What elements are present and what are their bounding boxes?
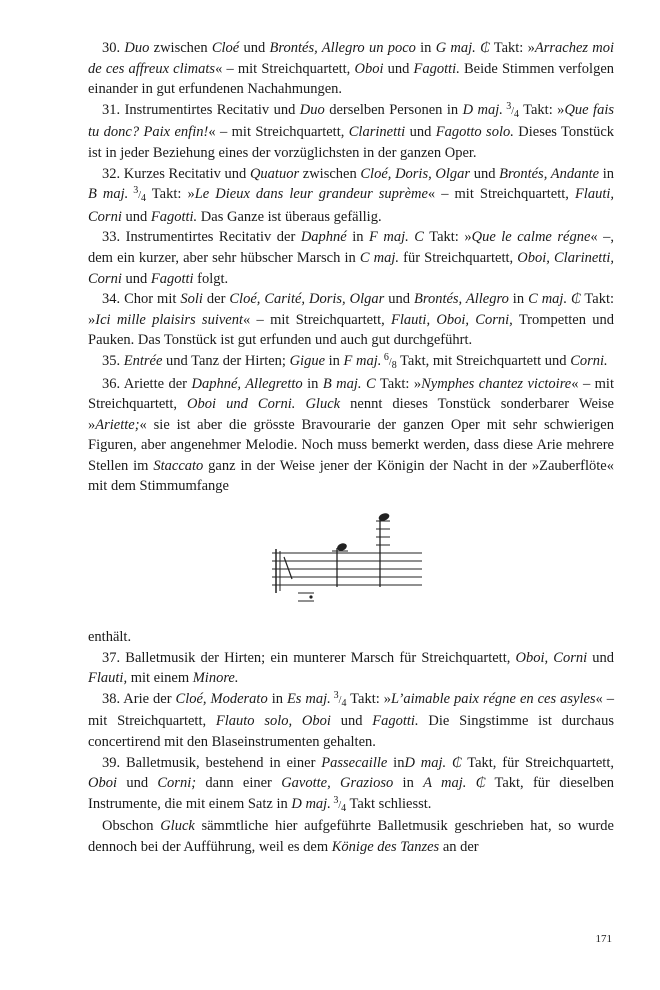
paragraph-31 (88, 100, 614, 164)
italic-term: Passecaille (321, 754, 388, 771)
paragraph-34 (88, 289, 614, 351)
text-run: zwischen (299, 165, 361, 182)
italic-term: B maj. (88, 186, 129, 203)
text-run: 35. (102, 352, 124, 369)
text-run: der (202, 291, 230, 308)
italic-term: Oboi (354, 60, 384, 77)
italic-term: Nymphes chantez victoire (421, 375, 572, 392)
text-run: Takt: » (375, 375, 422, 392)
italic-term: A maj. ₵ (423, 775, 486, 792)
italic-term: Que fais tu donc? Paix enfin! (88, 101, 614, 141)
italic-term: Entrée (123, 352, 163, 369)
text-run: « – mit Streichquartett, (243, 311, 392, 328)
italic-term: B maj. C (322, 375, 376, 392)
italic-term: Fagotti. (413, 60, 460, 77)
italic-term: C maj. (359, 249, 400, 266)
music-example (88, 503, 614, 621)
italic-term: Flauti, Corni (88, 186, 615, 225)
italic-term: Fagotto solo. (435, 124, 514, 141)
paragraph-37 (88, 648, 614, 689)
paragraph-32 (88, 164, 614, 228)
text-run: zwischen (149, 40, 212, 56)
text-run: « – mit Streichquartett, (427, 186, 575, 203)
text-run: in (325, 352, 344, 369)
time-signature: 6/8 (383, 351, 397, 371)
text-run: in (415, 40, 436, 56)
text-run: und (121, 270, 151, 287)
italic-term: Brontés, Andante (499, 165, 600, 182)
text-run: Trompetten und Pauken. Das Tonstück ist gut erfunden und auch gut durchgeführt. (88, 311, 614, 349)
text-run: 30. (102, 40, 125, 56)
text-run: Takt: » (346, 690, 391, 707)
text-run: und (330, 713, 373, 730)
italic-term: Cloé, Moderato (175, 690, 268, 707)
text-run: 31. Instrumentirtes Recitativ und (102, 101, 300, 118)
text-run: « – mit Streichquartett, (208, 124, 349, 141)
text-run: « – mit Streichquartett, (215, 60, 355, 77)
text-run: sämmtliche hier aufgeführte Balletmusik geschrieben hat, so wurde dennoch bei der Aufführung, weil es dem (88, 818, 614, 855)
page-number: 171 (595, 933, 612, 945)
text-run: in (393, 775, 424, 792)
text-run: und (405, 124, 436, 141)
italic-term: Cloé, Doris, Olgar (360, 165, 471, 182)
text-run: Takt: » (489, 40, 535, 56)
italic-term: Oboi, Corni (515, 649, 588, 666)
italic-term: Quatuor (249, 165, 300, 182)
text-run: Takt schliesst. (346, 795, 432, 812)
italic-term: F maj. C (369, 229, 424, 246)
time-signature: 3/4 (333, 689, 347, 709)
text-run: dann einer (196, 775, 282, 792)
italic-term: Daphné, Allegretto (191, 375, 303, 392)
italic-term: Fagotti. (150, 208, 198, 225)
text-run: Das Ganze ist überaus gefällig. (197, 208, 382, 225)
italic-term: Oboi und Corni. Gluck (187, 396, 341, 413)
text-run: an der (439, 839, 479, 855)
italic-term: Arrachez moi de ces affreux climats (88, 40, 615, 77)
text-run: « sie ist aber die grösste Bravourarie der ganzen Oper mit sehr schwierigen Figuren, aber angenehmer Melodie. Noch muss bemerkt werden, dass diese Arie mehrere Stellen im (88, 416, 614, 474)
italic-term: Gluck (160, 818, 195, 835)
text-run: Takt: » (423, 229, 472, 246)
text-run: in (346, 229, 370, 246)
text-block-lower (88, 627, 614, 858)
time-signature: 3/4 (506, 100, 519, 120)
text-run: 34. Chor mit (102, 291, 181, 308)
text-run: folgt. (193, 270, 229, 287)
text-run: in (267, 690, 287, 707)
text-block-upper (88, 38, 614, 497)
italic-term: Clarinetti (348, 124, 406, 141)
text-run: Takt: » (88, 291, 615, 328)
text-run: nennt dieses Tonstück sonderbarer Weise » (88, 396, 614, 433)
italic-term: Duo (299, 101, 325, 118)
text-run: 39. Balletmusik, bestehend in einer (102, 754, 322, 771)
italic-term: F maj. (343, 352, 382, 369)
paragraph-39 (88, 753, 614, 817)
text-run: Takt, für Streichquartett, (461, 754, 614, 771)
italic-term: Es maj. (286, 690, 331, 707)
text-run: « – mit Streichquartett, (88, 375, 614, 413)
text-run: 37. Balletmusik der Hirten; ein munterer Marsch für Streichquartett, (102, 649, 516, 666)
italic-term: Gavotte, Grazioso (281, 775, 394, 792)
text-run: Takt, für dieselben Instrumente, die mit einem Satz in (88, 775, 614, 812)
text-run: in (599, 165, 614, 182)
paragraph-30 (88, 38, 614, 100)
italic-term: Flauti, Oboi, Corni, (391, 311, 513, 328)
italic-term: Le Dieux dans leur grandeur suprème (194, 186, 428, 203)
italic-term: Brontés, Allegro un poco (269, 40, 416, 56)
italic-term: Ariette; (95, 416, 140, 433)
italic-term: Staccato (153, 457, 204, 474)
text-run: Takt: » (146, 186, 195, 203)
italic-term: Duo (124, 40, 150, 56)
paragraph-38 (88, 689, 614, 753)
text-run: ganz in der Weise jener der Königin der Nacht in der »Zauberflöte« mit dem Stimmumfange (88, 457, 614, 495)
italic-term: Flauti, (88, 670, 128, 687)
italic-term: Fagotti. (372, 713, 419, 730)
text-run: Takt, mit Streichquartett und (396, 352, 571, 369)
italic-term: Ici mille plaisirs suivent (95, 311, 244, 328)
text-run: 36. Ariette der (102, 375, 192, 392)
italic-term: Oboi, Clarinetti, Corni (88, 249, 615, 287)
paragraph-36-cont (88, 627, 614, 648)
page-body (88, 38, 614, 858)
text-run: Die Singstimme ist durchaus concertirend mit den Blaseinstrumenten gehalten. (88, 713, 615, 751)
text-run: in (508, 291, 529, 308)
text-run: in (387, 754, 405, 771)
text-run: und (470, 165, 500, 182)
text-run: und Tanz der Hirten; (162, 352, 290, 369)
italic-term: G maj. ₵ (435, 40, 490, 56)
time-signature: 3/4 (133, 185, 147, 205)
text-run: « – mit Streichquartett, (88, 690, 615, 730)
text-run: und (239, 40, 270, 56)
paragraph-35 (88, 351, 614, 374)
italic-term: Que le calme régne (471, 229, 591, 246)
italic-term: Corni; (157, 775, 197, 792)
text-run: für Streichquartett, (399, 249, 518, 266)
text-run: und (384, 291, 414, 308)
italic-term: Cloé, Carité, Doris, Olgar (229, 291, 385, 308)
italic-term: Brontés, Allegro (413, 291, 509, 308)
text-run: Dieses Tonstück ist in jeder Beziehung eines der vorzüglichsten in der ganzen Oper. (88, 124, 615, 161)
text-run: Takt: » (518, 101, 565, 118)
italic-term: Fagotti (150, 270, 194, 287)
text-run: und (383, 60, 414, 77)
text-run: in (302, 375, 323, 392)
text-run: Beide Stimmen verfolgen einander in gut erfundenen Nachahmungen. (88, 60, 615, 98)
italic-term: Daphné (300, 229, 347, 246)
time-signature: 3/4 (333, 794, 347, 814)
italic-term: Flauto solo, Oboi (215, 713, 331, 730)
italic-term: Könige des Tanzes (331, 839, 440, 855)
music-range-notation-icon (272, 513, 432, 603)
italic-term: Cloé (211, 40, 240, 56)
italic-term: Soli (180, 291, 203, 308)
text-run: Obschon (102, 818, 161, 835)
italic-term: Minore. (192, 670, 239, 687)
italic-term: L’aimable paix régne en ces asyles (390, 690, 596, 707)
italic-term: Corni. (570, 352, 608, 369)
text-run: und (587, 649, 615, 666)
text-run: mit einem (127, 670, 193, 687)
italic-term: D maj. ₵ (404, 754, 462, 771)
text-run: 38. Arie der (102, 690, 176, 707)
text-run: und (121, 208, 151, 225)
text-run: « –, dem ein kurzer, aber sehr hübscher Marsch in (88, 229, 615, 266)
italic-term: Gigue (289, 352, 326, 369)
italic-term: D maj. (462, 101, 503, 118)
text-run: derselben Personen in (324, 101, 463, 118)
text-run: 32. Kurzes Recitativ und (102, 165, 250, 182)
text-run: und (117, 775, 158, 792)
paragraph-closing (88, 816, 614, 857)
text-run: 33. Instrumentirtes Recitativ der (102, 229, 301, 246)
paragraph-36 (88, 374, 614, 498)
italic-term: Oboi (88, 775, 117, 792)
italic-term: D maj. (291, 795, 331, 812)
italic-term: C maj. ₵ (528, 291, 581, 308)
text-run: enthält. (88, 629, 132, 646)
paragraph-33 (88, 227, 614, 289)
